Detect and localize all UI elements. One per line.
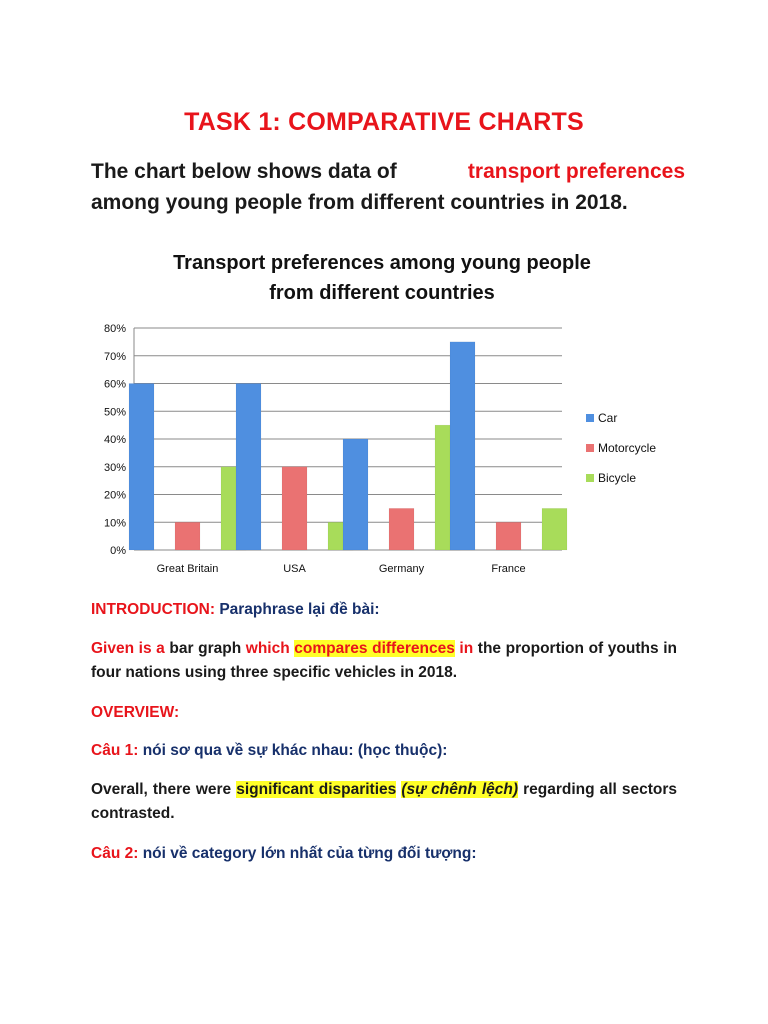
task-description-line-1 xyxy=(91,156,685,187)
bar xyxy=(542,508,567,550)
legend-swatch xyxy=(586,474,594,482)
introduction-label: INTRODUCTION: xyxy=(91,601,215,618)
given-phrase-1: Given is a xyxy=(91,640,165,657)
bar xyxy=(450,342,475,550)
y-tick-label: 60% xyxy=(103,378,126,391)
cau-1-label: Câu 1: xyxy=(91,742,139,759)
overall-highlight: significant disparities xyxy=(236,781,397,798)
introduction-text: Paraphrase lại đề bài: xyxy=(219,601,380,618)
legend-swatch xyxy=(586,414,594,422)
y-tick-label: 40% xyxy=(103,434,126,446)
y-axis-ticks xyxy=(104,323,126,557)
x-tick-label: USA xyxy=(283,563,306,575)
task-description-keyword: transport preferences xyxy=(467,160,685,183)
y-tick-label: 30% xyxy=(103,461,126,474)
x-tick-label: France xyxy=(491,563,526,575)
bar xyxy=(236,384,261,551)
bar-chart-svg xyxy=(90,236,690,586)
legend xyxy=(586,411,656,485)
bar xyxy=(175,522,200,550)
task-description-line-2: among young people from different countries in 2018. xyxy=(91,191,628,214)
overall-text-2: regarding all sectors contrasted. xyxy=(91,781,677,822)
bar xyxy=(343,439,368,550)
legend-label: Bicycle xyxy=(598,471,637,485)
chart-title-line-1: Transport preferences among young people xyxy=(173,252,591,274)
given-paragraph xyxy=(91,637,677,685)
y-tick-label: 0% xyxy=(110,545,126,557)
y-tick-label: 20% xyxy=(103,489,126,502)
bar xyxy=(129,384,154,551)
cau-1-line xyxy=(91,739,677,763)
cau-2-label: Câu 2: xyxy=(91,845,139,862)
x-tick-label: Germany xyxy=(378,563,425,575)
y-tick-label: 10% xyxy=(103,517,126,530)
task-description-text: The chart below shows data of xyxy=(91,160,397,183)
x-axis-ticks xyxy=(157,563,526,575)
legend-swatch xyxy=(586,444,594,452)
bar xyxy=(389,508,414,550)
bar xyxy=(282,467,307,550)
y-tick-label: 50% xyxy=(103,406,126,419)
x-tick-label: Great Britain xyxy=(156,563,219,575)
given-highlight: compares differences xyxy=(294,640,455,657)
task-description xyxy=(91,156,685,218)
bar-chart xyxy=(90,236,690,586)
bars xyxy=(129,342,567,550)
bar xyxy=(496,522,521,550)
cau-2-text: nói về category lớn nhất của từng đối tượng: xyxy=(142,845,477,862)
overview-heading: OVERVIEW: xyxy=(91,704,180,721)
introduction-heading xyxy=(91,598,677,622)
y-tick-label: 70% xyxy=(103,350,126,363)
given-phrase-2: bar graph xyxy=(169,640,242,657)
given-phrase-3: which xyxy=(245,640,290,657)
overall-translation: (sự chênh lệch) xyxy=(401,781,519,798)
cau-1-text: nói sơ qua về sự khác nhau: (học thuộc): xyxy=(142,742,448,759)
overall-text-1: Overall, there were xyxy=(91,781,232,798)
chart-title-line-2: from different countries xyxy=(269,282,495,304)
task-title: TASK 1: COMPARATIVE CHARTS xyxy=(184,108,584,136)
overall-paragraph xyxy=(91,778,677,826)
legend-label: Car xyxy=(598,411,618,425)
given-phrase-6: the proportion of youths in four nations using three specific vehicles in 2018. xyxy=(91,640,677,681)
y-tick-label: 80% xyxy=(103,323,126,335)
legend-label: Motorcycle xyxy=(598,441,657,455)
given-phrase-5: in xyxy=(459,640,474,657)
cau-2-line xyxy=(91,842,677,866)
